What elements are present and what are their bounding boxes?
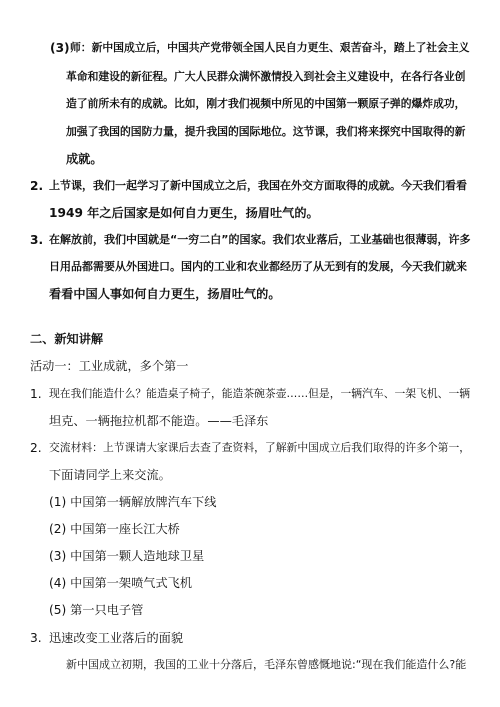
first-item: (1) 中国第一辆解放牌汽车下线 bbox=[49, 495, 217, 509]
first-item: (2) 中国第一座长江大桥 bbox=[49, 522, 180, 536]
list-item-line: 坦克、一辆拖拉机都不能造。——毛泽东 bbox=[49, 414, 269, 428]
list-number: 2. bbox=[30, 441, 42, 455]
section-heading: 二、新知讲解 bbox=[30, 332, 104, 346]
list-item-line: 在解放前，我们中国就是“一穷二白”的国家。我们农业落后，工业基础也很薄弱，许多 bbox=[49, 233, 471, 246]
list-item-line: 迅速改变工业落后的面貌 bbox=[49, 631, 184, 645]
list-item-line: 1949 年之后国家是如何自力更生，扬眉吐气的。 bbox=[49, 206, 319, 220]
first-item: (4) 中国第一架喷气式飞机 bbox=[49, 576, 193, 590]
list-number: 3. bbox=[30, 233, 44, 247]
first-item: (3) 中国第一颗人造地球卫星 bbox=[49, 549, 205, 563]
paragraph-line: 成就。 bbox=[66, 152, 103, 166]
list-item-line: 现在我们能造什么？能造桌子椅子，能造茶碗茶壶……但是，一辆汽车、一架飞机、一辆 bbox=[49, 387, 471, 400]
list-item-line: 交流材料：上节课请大家课后去查了查资料，了解新中国成立后我们取得的许多个第一， bbox=[49, 441, 471, 454]
list-item-line: 下面请同学上来交流。 bbox=[49, 468, 171, 482]
paragraph-line: 新中国成立初期，我国的工业十分落后，毛泽东曾感慨地说:“现在我们能造什么?能 bbox=[66, 658, 467, 671]
item-marker: (3) bbox=[50, 41, 70, 55]
list-item-line: 上节课，我们一起学习了新中国成立之后，我国在外交方面取得的成就。今天我们看看 bbox=[49, 179, 467, 192]
paragraph-line: 师：新中国成立后，中国共产党带领全国人民自力更生、艰苦奋斗，踏上了社会主义 bbox=[70, 41, 470, 54]
paragraph-line: 加强了我国的国防力量，提升我国的国际地位。这节课，我们将来探究中国取得的新 bbox=[66, 125, 466, 138]
list-number: 2. bbox=[30, 179, 44, 193]
list-item-line: 看看中国人事如何自力更生，扬眉吐气的。 bbox=[49, 287, 281, 301]
paragraph-line: 造了前所未有的成就。比如，刚才我们视频中所见的中国第一颗原子弹的爆炸成功， bbox=[66, 97, 466, 110]
list-number: 3. bbox=[30, 631, 42, 645]
list-item-line: 日用品都需要从外国进口。国内的工业和农业都经历了从无到有的发展，今天我们就来 bbox=[49, 260, 467, 273]
paragraph-line: 革命和建设的新征程。广大人民群众满怀激情投入到社会主义建设中，在各行各业创 bbox=[66, 70, 466, 83]
activity-title: 活动一：工业成就，多个第一 bbox=[30, 359, 189, 373]
first-item: (5) 第一只电子管 bbox=[49, 603, 144, 617]
list-number: 1. bbox=[30, 387, 42, 401]
